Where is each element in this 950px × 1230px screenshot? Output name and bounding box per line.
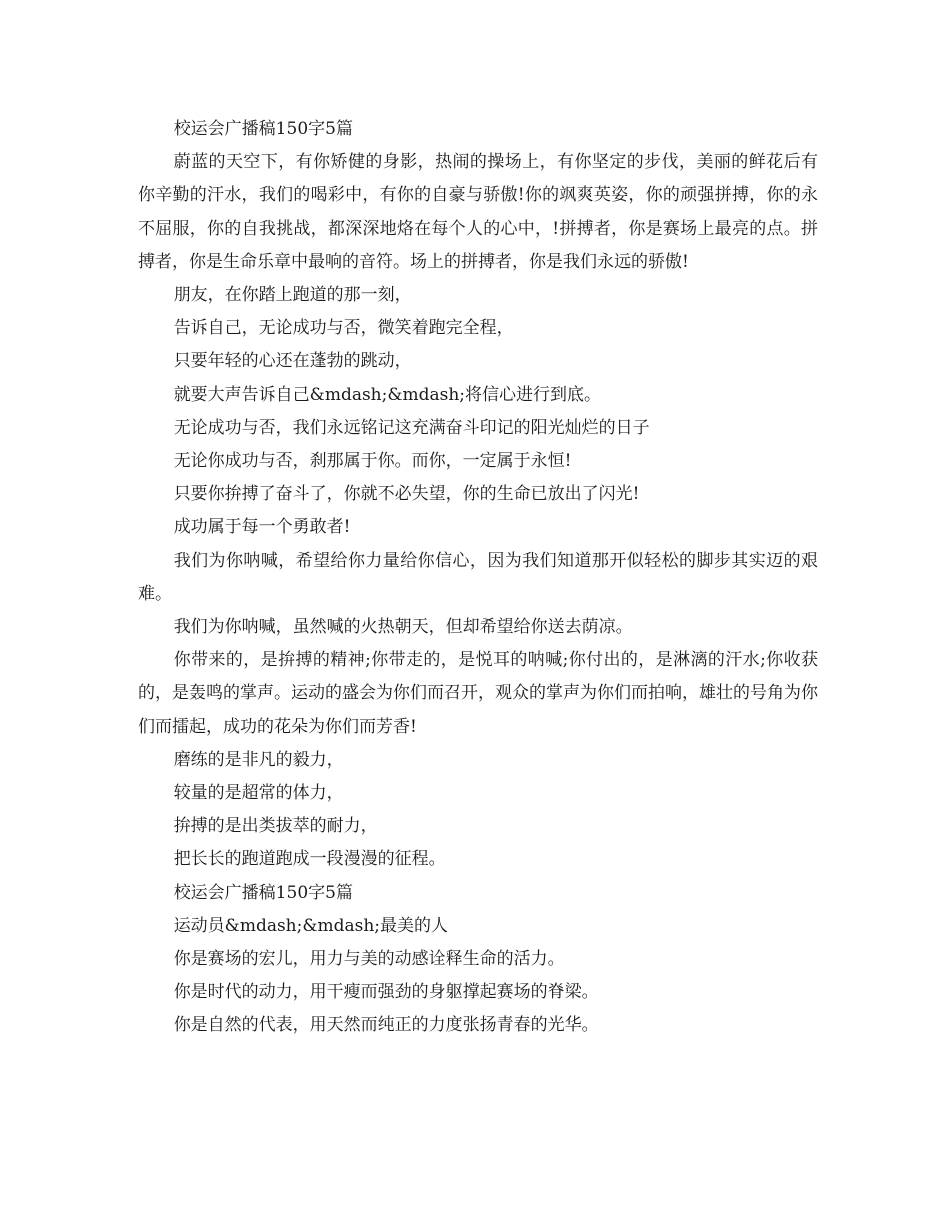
paragraph: 你是自然的代表，用天然而纯正的力度张扬青春的光华。 [173, 1015, 599, 1036]
paragraph: 我们为你呐喊，希望给你力量给你信心，因为我们知道那开似轻松的脚步其实迈的艰难。 [138, 550, 818, 604]
paragraph: 只要你拚搏了奋斗了，你就不必失望，你的生命已放出了闪光! [173, 484, 640, 505]
document-body [138, 113, 818, 1043]
paragraph: 告诉自己，无论成功与否，微笑着跑完全程， [173, 318, 514, 339]
paragraph: 把长长的跑道跑成一段漫漫的征程。 [173, 849, 446, 870]
document-title: 校运会广播稿150字5篇 [173, 119, 353, 139]
paragraph: 就要大声告诉自己&mdash;&mdash;将信心进行到底。 [173, 384, 602, 405]
paragraph: 较量的是超常的体力， [173, 783, 344, 804]
paragraph: 我们为你呐喊，虽然喊的火热朝天，但却希望给你送去荫凉。 [173, 617, 633, 638]
paragraph: 拚搏的是出类拔萃的耐力， [173, 816, 378, 837]
section-heading: 校运会广播稿150字5篇 [173, 882, 353, 903]
paragraph: 只要年轻的心还在蓬勃的跳动， [173, 351, 412, 372]
paragraph: 无论成功与否，我们永远铭记这充满奋斗印记的阳光灿烂的日子 [173, 417, 650, 438]
paragraph: 你是赛场的宏儿，用力与美的动感诠释生命的活力。 [173, 949, 565, 970]
paragraph: 运动员&mdash;&mdash;最美的人 [173, 915, 449, 936]
paragraph: 磨练的是非凡的毅力， [173, 749, 344, 770]
paragraph: 成功属于每一个勇敢者! [173, 517, 351, 538]
paragraph: 你带来的，是拚搏的精神;你带走的，是悦耳的呐喊;你付出的，是淋漓的汗水;你收获的，是轰鸣的掌声。运动的盛会为你们而召开，观众的掌声为你们而拍响，雄壮的号角为你们而擂起，成功的花朵为你们而芳香! [138, 650, 818, 737]
paragraph: 朋友，在你踏上跑道的那一刻， [173, 285, 412, 306]
paragraph: 蔚蓝的天空下，有你矫健的身影，热闹的操场上，有你坚定的步伐，美丽的鲜花后有你辛勤的汗水，我们的喝彩中，有你的自豪与骄傲!你的飒爽英姿，你的顽强拼搏，你的永不屈服，你的自我挑战，都深深地烙在每个人的心中，!拼搏者，你是赛场上最亮的点。拼搏者，你是生命乐章中最响的音符。场上的拼搏者，你是我们永远的骄傲! [138, 152, 818, 272]
paragraph: 你是时代的动力，用干瘦而强劲的身躯撑起赛场的脊梁。 [173, 982, 599, 1003]
paragraph: 无论你成功与否，刹那属于你。而你，一定属于永恒! [173, 451, 572, 472]
